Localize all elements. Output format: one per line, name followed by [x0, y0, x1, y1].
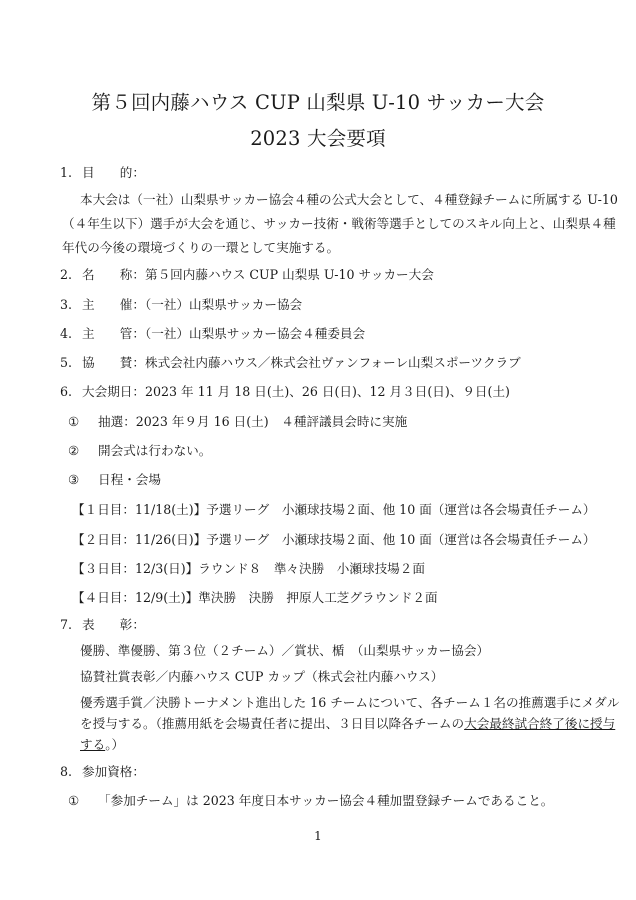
section-6-item-3	[68, 472, 161, 488]
section-8-item-1	[68, 793, 553, 809]
section-1-body-line-3: 年代の今後の環境づくりの一環として実施する。	[62, 240, 340, 255]
section-4	[60, 326, 365, 342]
award-line-1: 優勝、準優勝、第３位（２チーム）／賞状、楯 （山梨県サッカー協会）	[80, 643, 490, 658]
page-number: 1	[314, 829, 322, 843]
section-6-item-1-text: 抽選：2023 年９月 16 日(土) ４種評議員会時に実施	[98, 414, 408, 429]
award-line-3: 優秀選手賞／決勝トーナメント進出した 16 チームについて、各チーム１名の推薦選手にメダル	[80, 695, 620, 710]
section-1-body-line-2: （４年生以下）選手が大会を通じ、サッカー技術・戦術等選手としてのスキル向上と、山梨県４種	[62, 216, 616, 231]
award-underlined-text: 大会最終試合終了後に授与	[464, 716, 616, 731]
section-1-label: 目 的：	[82, 165, 145, 180]
award-line-4	[80, 716, 615, 732]
section-1-body-line-1: 本大会は（一社）山梨県サッカー協会４種の公式大会として、４種登録チームに所属する U-10	[80, 192, 618, 207]
document-subtitle: 2023 大会要項	[250, 127, 386, 150]
award-line-4-text: を授与する。（推薦用紙を会場責任者に提出、３日目以降各チームの	[80, 716, 465, 731]
section-8-number: 8.	[60, 764, 73, 779]
section-6-text: 大会期日：2023 年 11 月 18 日(土)、26 日(日)、12 月３日(日)、９日(土)	[82, 384, 510, 399]
schedule-day-4: 【４日目：12/9(土)】準決勝 決勝 押原人工芝グラウンド２面	[72, 590, 438, 605]
section-6-number: 6.	[60, 384, 73, 399]
section-6-item-2	[68, 443, 211, 459]
section-7-number: 7.	[60, 617, 73, 632]
section-7-heading	[60, 617, 145, 633]
section-3-number: 3.	[60, 297, 73, 312]
section-6-item-1-mark: ①	[68, 414, 80, 429]
section-1-number: 1.	[60, 165, 73, 180]
section-8-label: 参加資格：	[82, 764, 145, 779]
section-6-item-1	[68, 414, 407, 430]
award-line-2: 協賛社賞表彰／内藤ハウス CUP カップ（株式会社内藤ハウス）	[80, 669, 444, 684]
section-8-item-1-mark: ①	[68, 793, 80, 808]
section-7-label: 表 彰：	[82, 617, 145, 632]
section-5-text: 協 賛：株式会社内藤ハウス／株式会社ヴァンフォーレ山梨スポーツクラブ	[82, 355, 521, 370]
section-4-number: 4.	[60, 326, 73, 341]
section-5-number: 5.	[60, 355, 73, 370]
section-5	[60, 355, 521, 371]
section-3-text: 主 催：（一社）山梨県サッカー協会	[82, 297, 303, 312]
section-4-text: 主 管：（一社）山梨県サッカー協会４種委員会	[82, 326, 366, 341]
section-3	[60, 297, 302, 313]
section-2-number: 2.	[60, 267, 73, 282]
section-8-item-1-text: 「参加チーム」は 2023 年度日本サッカー協会４種加盟登録チームであること。	[98, 793, 554, 808]
schedule-day-3: 【３日目：12/3(日)】ラウンド８ 準々決勝 小瀬球技場２面	[72, 561, 425, 576]
document-title: 第５回内藤ハウス CUP 山梨県 U-10 サッカー大会	[91, 91, 545, 114]
section-6-item-2-mark: ②	[68, 443, 80, 458]
section-6	[60, 384, 510, 400]
section-1-heading	[60, 165, 145, 181]
section-8-heading	[60, 764, 145, 780]
section-2	[60, 267, 434, 283]
section-2-text: 名 称：第５回内藤ハウス CUP 山梨県 U-10 サッカー大会	[82, 267, 434, 282]
section-6-item-2-text: 開会式は行わない。	[98, 443, 212, 458]
section-6-item-3-mark: ③	[68, 472, 80, 487]
award-line-5	[80, 737, 124, 753]
award-line-5-tail: 。）	[105, 737, 125, 752]
award-underlined-text-2: する	[80, 737, 106, 752]
section-6-item-3-text: 日程・会場	[98, 472, 161, 487]
schedule-day-1: 【１日目：11/18(土)】予選リーグ 小瀬球技場２面、他 10 面（運営は各会場責任チーム）	[72, 502, 596, 517]
schedule-day-2: 【２日目：11/26(日)】予選リーグ 小瀬球技場２面、他 10 面（運営は各会場責任チーム）	[72, 532, 596, 547]
